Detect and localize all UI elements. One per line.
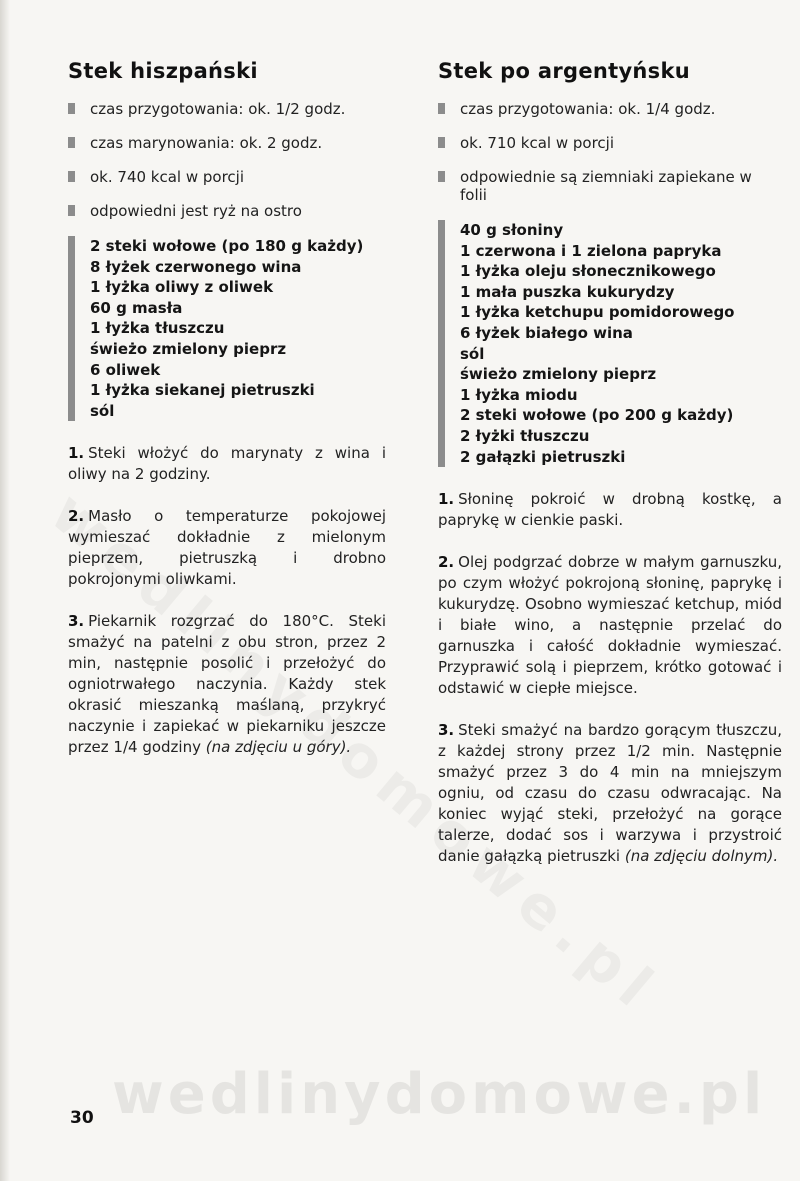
fact-item bbox=[438, 134, 782, 152]
ingredient-item: 1 łyżka siekanej pietruszki bbox=[90, 381, 315, 400]
step-1 bbox=[438, 489, 782, 531]
ingredient-item: świeżo zmielony pieprz bbox=[90, 339, 287, 358]
step-number: 2. bbox=[438, 553, 455, 572]
fact-marker bbox=[68, 137, 75, 148]
page-spine-shadow bbox=[0, 0, 10, 1181]
page-number: 30 bbox=[70, 1108, 94, 1128]
fact-item bbox=[68, 168, 386, 186]
ingredient-item: 6 oliwek bbox=[90, 360, 161, 379]
fact-marker bbox=[438, 137, 445, 148]
ingredient-item: 60 g masła bbox=[90, 298, 183, 317]
step-number: 2. bbox=[68, 507, 85, 526]
recipe-facts bbox=[438, 100, 782, 204]
recipe-spanish-steak bbox=[68, 56, 386, 779]
step-3 bbox=[438, 720, 782, 867]
step-number: 1. bbox=[438, 490, 455, 509]
recipe-argentine-steak bbox=[438, 56, 782, 888]
step-3 bbox=[68, 611, 386, 758]
photo-reference: (na zdjęciu dolnym). bbox=[624, 847, 779, 866]
ingredient-item: 1 łyżka oleju słonecznikowego bbox=[460, 262, 716, 281]
fact-text: odpowiedni jest ryż na ostro bbox=[90, 202, 302, 220]
fact-item bbox=[68, 134, 386, 152]
step-2 bbox=[68, 506, 386, 590]
recipe-facts bbox=[68, 100, 386, 220]
recipe-title: Stek hiszpański bbox=[68, 59, 258, 83]
ingredient-item: 1 łyżka miodu bbox=[460, 385, 578, 404]
ingredient-item: 1 czerwona i 1 zielona papryka bbox=[460, 241, 722, 260]
step-number: 3. bbox=[438, 721, 455, 740]
ingredients-bar bbox=[68, 236, 75, 421]
ingredients-list bbox=[438, 220, 782, 467]
recipe-title: Stek po argentyńsku bbox=[438, 59, 690, 83]
fact-item bbox=[438, 100, 782, 118]
ingredient-item: 1 łyżka oliwy z oliwek bbox=[90, 278, 274, 297]
ingredient-item: 6 łyżek białego wina bbox=[460, 323, 633, 342]
watermark-bottom: wedlinydomowe.pl bbox=[112, 1062, 767, 1127]
ingredient-item: 2 gałązki pietruszki bbox=[460, 447, 626, 466]
ingredient-item: 2 łyżki tłuszczu bbox=[460, 426, 590, 445]
step-text: Olej podgrzać dobrze w małym garnuszku, po czym włożyć pokrojoną słoninę, paprykę i kukurydzę. Osobno wymieszać ketchup, miód i białe wino, a następnie przelać do garnuszka i całość dokładnie wymieszać. Przyprawić solą i pieprzem, krótko gotować i odstawić w ciepłe miejsce. bbox=[438, 553, 782, 698]
ingredient-item: sól bbox=[90, 401, 115, 420]
ingredient-item: 2 steki wołowe (po 200 g każdy) bbox=[460, 406, 734, 425]
fact-marker bbox=[68, 103, 75, 114]
ingredient-item: świeżo zmielony pieprz bbox=[460, 365, 657, 384]
step-text: Masło o temperaturze pokojowej wymieszać dokładnie z mielonym pieprzem, pietruszką i drobno pokrojonymi oliwkami. bbox=[68, 507, 386, 589]
ingredient-item: 1 mała puszka kukurydzy bbox=[460, 282, 675, 301]
step-2 bbox=[438, 552, 782, 699]
step-text: Steki smażyć na bardzo gorącym tłuszczu, z każdej strony przez 1/2 min. Następnie smażyć przez 3 do 4 min na mniejszym ogniu, od czasu do czasu odwracając. Na koniec wyjąć steki, przełożyć na gorące talerze, dodać sos i warzywa i przystroić danie gałązką pietruszki bbox=[438, 721, 782, 866]
fact-marker bbox=[68, 205, 75, 216]
ingredients-bar bbox=[438, 220, 445, 467]
ingredient-item: sól bbox=[460, 344, 485, 363]
step-number: 1. bbox=[68, 444, 85, 463]
fact-text: odpowiednie są ziemniaki zapiekane w folii bbox=[460, 168, 752, 204]
ingredients-list bbox=[68, 236, 386, 421]
fact-text: ok. 710 kcal w porcji bbox=[460, 134, 615, 152]
ingredient-item: 1 łyżka tłuszczu bbox=[90, 319, 225, 338]
fact-text: czas przygotowania: ok. 1/2 godz. bbox=[90, 100, 346, 118]
fact-marker bbox=[438, 103, 445, 114]
step-1 bbox=[68, 443, 386, 485]
fact-marker bbox=[68, 171, 75, 182]
fact-text: ok. 740 kcal w porcji bbox=[90, 168, 245, 186]
fact-item bbox=[68, 202, 386, 220]
fact-marker bbox=[438, 171, 445, 182]
ingredient-item: 1 łyżka ketchupu pomidorowego bbox=[460, 303, 735, 322]
step-number: 3. bbox=[68, 612, 85, 631]
fact-text: czas marynowania: ok. 2 godz. bbox=[90, 134, 323, 152]
fact-text: czas przygotowania: ok. 1/4 godz. bbox=[460, 100, 716, 118]
step-text: Piekarnik rozgrzać do 180°C. Steki smażyć na patelni z obu stron, przez 2 min, następnie posolić i przełożyć do ogniotrwałego naczynia. Każdy stek okrasić mieszanką maślaną, przykryć naczynie i zapiekać w piekarniku jeszcze przez 1/4 godziny bbox=[68, 612, 386, 757]
ingredient-item: 2 steki wołowe (po 180 g każdy) bbox=[90, 237, 364, 255]
photo-reference: (na zdjęciu u góry). bbox=[205, 738, 352, 757]
fact-item bbox=[68, 100, 386, 118]
ingredient-item: 8 łyżek czerwonego wina bbox=[90, 257, 302, 276]
fact-item bbox=[438, 168, 782, 204]
step-text: Słoninę pokroić w drobną kostkę, a paprykę w cienkie paski. bbox=[438, 490, 782, 530]
step-text: Steki włożyć do marynaty z wina i oliwy na 2 godziny. bbox=[68, 444, 386, 484]
ingredient-item: 40 g słoniny bbox=[460, 221, 564, 239]
